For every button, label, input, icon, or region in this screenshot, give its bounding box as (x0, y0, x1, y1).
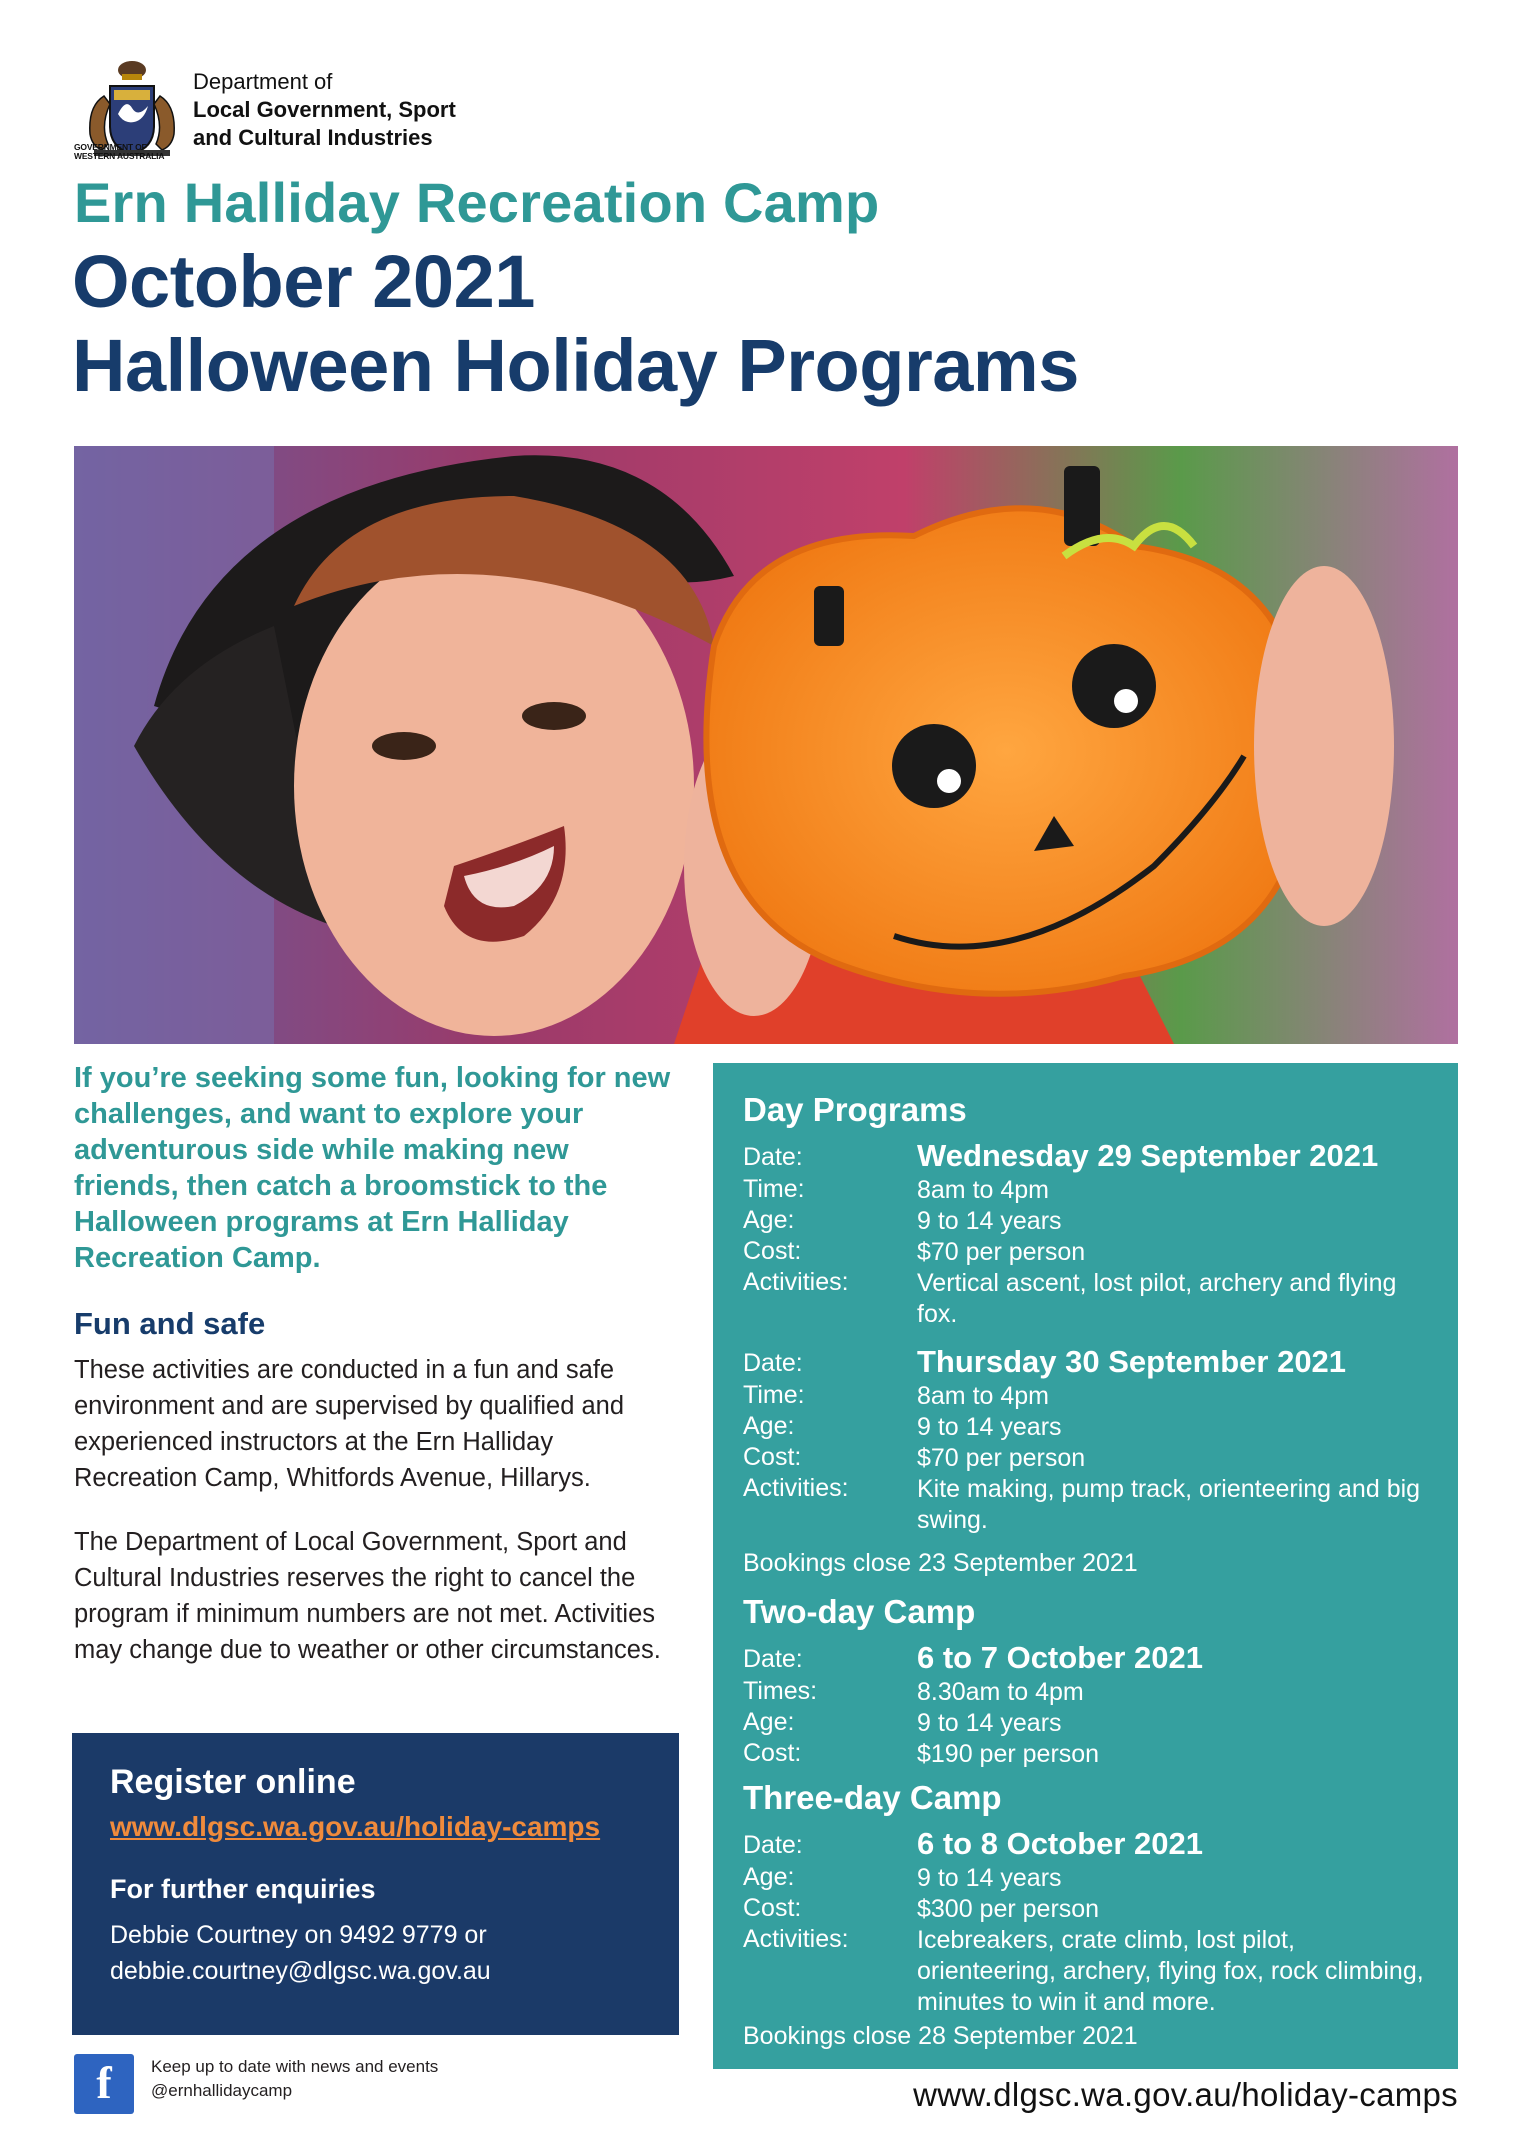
cost-label: Cost: (743, 1894, 802, 1922)
date-value: 6 to 7 October 2021 (917, 1640, 1204, 1675)
age-value: 9 to 14 years (917, 1413, 1062, 1441)
activities-label: Activities: (743, 1268, 849, 1296)
age-value: 9 to 14 years (917, 1709, 1062, 1737)
activities-value: Vertical ascent, lost pilot, archery and flying fox. (917, 1269, 1397, 1328)
activities-label: Activities: (743, 1474, 849, 1502)
crest-caption (74, 143, 194, 161)
cost-label: Cost: (743, 1739, 802, 1767)
date-value: Thursday 30 September 2021 (917, 1344, 1347, 1379)
enquiries-email-link[interactable]: debbie.courtney@dlgsc.wa.gov.au (110, 1957, 491, 1985)
bookings-close: Bookings close 28 September 2021 (743, 2022, 1138, 2050)
fun-safe-heading: Fun and safe (74, 1306, 266, 1341)
time-label: Time: (743, 1381, 805, 1409)
date-label: Date: (743, 1831, 803, 1859)
facebook-letter: f (96, 2057, 112, 2108)
intro-text: If you’re seeking some fun, looking for new challenges, and want to explore your adventurous side while making new friends, then catch a broomstick to the Halloween programs at Ern Halliday Recreation Camp. (74, 1062, 671, 1274)
time-value: 8am to 4pm (917, 1382, 1050, 1410)
time-label: Times: (743, 1677, 818, 1705)
activities-value: Kite making, pump track, orienteering and big swing. (917, 1475, 1421, 1534)
age-label: Age: (743, 1863, 795, 1891)
register-title: Register online (110, 1763, 356, 1801)
hero-photo (74, 446, 1458, 1044)
footer-url-link[interactable]: www.dlgsc.wa.gov.au/holiday-camps (913, 2076, 1458, 2113)
date-label: Date: (743, 1645, 803, 1673)
department-name (193, 68, 456, 152)
department-line: and Cultural Industries (193, 125, 433, 150)
register-box (72, 1733, 679, 2035)
date-label: Date: (743, 1349, 803, 1377)
age-label: Age: (743, 1206, 795, 1234)
time-value: 8am to 4pm (917, 1176, 1050, 1204)
enquiries-title: For further enquiries (110, 1874, 376, 1904)
age-value: 9 to 14 years (917, 1207, 1062, 1235)
camp-title: Ern Halliday Recreation Camp (74, 171, 880, 234)
cost-value: $190 per person (917, 1740, 1100, 1768)
time-label: Time: (743, 1175, 805, 1203)
cost-label: Cost: (743, 1237, 802, 1265)
day-programs-title: Day Programs (743, 1091, 967, 1128)
two-day-camp-title: Two-day Camp (743, 1593, 976, 1630)
social-text: Keep up to date with news and events (151, 2057, 439, 2076)
crest-caption-line: GOVERNMENT OF (74, 142, 147, 152)
time-value: 8.30am to 4pm (917, 1678, 1084, 1706)
enquiries-contact: Debbie Courtney on 9492 9779 or (110, 1921, 487, 1949)
fun-safe-paragraph: These activities are conducted in a fun and safe environment and are supervised by qualified and experienced instructors at the Ern Halliday Recreation Camp, Whitfords Avenue, Hillarys. (74, 1356, 625, 1492)
disclaimer-paragraph: The Department of Local Government, Sport and Cultural Industries reserves the right to cancel the program if minimum numbers are not met. Activities may change due to weather or other circumstances. (74, 1528, 661, 1664)
activities-value: Icebreakers, crate climb, lost pilot, orienteering, archery, flying fox, rock climbing, minutes to win it and more. (917, 1926, 1424, 2016)
facebook-icon[interactable] (74, 2054, 134, 2114)
main-title-line: October 2021 (72, 240, 535, 323)
three-day-camp-title: Three-day Camp (743, 1779, 1002, 1816)
bookings-close: Bookings close 23 September 2021 (743, 1549, 1138, 1577)
cost-value: $70 per person (917, 1238, 1086, 1266)
activities-label: Activities: (743, 1925, 849, 1953)
crest-caption-line: WESTERN AUSTRALIA (74, 151, 165, 161)
age-label: Age: (743, 1708, 795, 1736)
cost-value: $300 per person (917, 1895, 1100, 1923)
social-handle: @ernhallidaycamp (151, 2081, 293, 2100)
main-title-line: Halloween Holiday Programs (72, 324, 1079, 407)
department-line: Department of (193, 69, 333, 94)
date-value: 6 to 8 October 2021 (917, 1826, 1204, 1861)
date-label: Date: (743, 1143, 803, 1171)
register-link[interactable]: www.dlgsc.wa.gov.au/holiday-camps (110, 1811, 601, 1842)
cost-value: $70 per person (917, 1444, 1086, 1472)
age-value: 9 to 14 years (917, 1864, 1062, 1892)
cost-label: Cost: (743, 1443, 802, 1471)
main-title (72, 240, 1079, 408)
date-value: Wednesday 29 September 2021 (917, 1138, 1379, 1173)
department-line: Local Government, Sport (193, 97, 456, 122)
programs-panel (713, 1063, 1458, 2069)
age-label: Age: (743, 1412, 795, 1440)
